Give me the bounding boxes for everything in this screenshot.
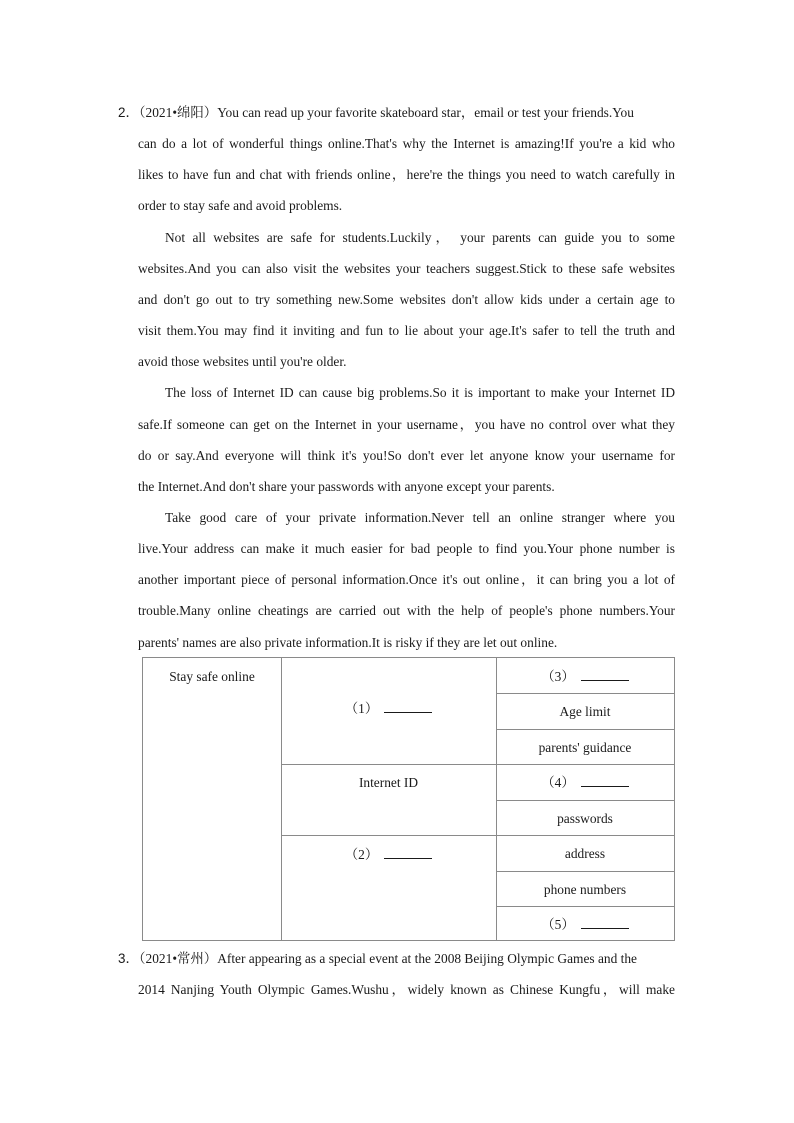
- q2-line-8: visit them.You may find it inviting and fun to lie about your age.It's safer to tell the truth and: [138, 323, 675, 338]
- table-passwords: passwords: [557, 811, 613, 826]
- stay-safe-table: [142, 657, 675, 941]
- blank-2-line: [384, 846, 432, 859]
- table-parents-guidance: parents' guidance: [538, 740, 632, 755]
- q2-line-11: safe.If someone can get on the Internet in your username，you have no control over what they: [138, 417, 675, 432]
- table-phone-numbers: phone numbers: [543, 882, 627, 897]
- table-mid-divider-2: [281, 835, 496, 836]
- q3-line-1: [118, 950, 675, 967]
- table-right-divider-7: [496, 906, 674, 907]
- blank-3-line: [581, 668, 629, 681]
- blank-5-label: （5）: [541, 917, 575, 932]
- q2-line-2: can do a lot of wonderful things online.That's why the Internet is amazing!If you're a kid who: [138, 136, 675, 151]
- table-right-divider-1: [496, 693, 674, 694]
- table-blank-4: [496, 774, 674, 791]
- q2-line-15: live.Your address can make it much easier for bad people to find you.Your phone number is: [138, 541, 675, 556]
- q2-line-6: websites.And you can also visit the websites your teachers suggest.Stick to these safe websites: [138, 261, 675, 276]
- q3-line-2: 2014 Nanjing Youth Olympic Games.Wushu，widely known as Chinese Kungfu，will make: [138, 982, 675, 997]
- blank-2-label: （2）: [344, 847, 379, 862]
- table-title: Stay safe online: [169, 669, 255, 684]
- q2-line-5: Not all websites are safe for students.Luckily， your parents can guide you to some: [165, 230, 675, 245]
- table-internet-id: Internet ID: [358, 775, 419, 790]
- q2-line-16: another important piece of personal information.Once it's out online，it can bring you a lot of: [138, 572, 675, 587]
- q2-text-line-1: You can read up your favorite skateboard star，email or test your friends.You: [217, 105, 634, 120]
- q2-line-4: order to stay safe and avoid problems.: [138, 198, 343, 213]
- blank-1-label: （1）: [344, 701, 379, 716]
- q3-number: 3．: [118, 951, 139, 966]
- blank-1-line: [384, 700, 432, 713]
- table-blank-5: [496, 916, 674, 933]
- table-right-divider-2: [496, 729, 674, 730]
- q2-line-1: [118, 104, 675, 121]
- table-blank-2: [281, 846, 496, 863]
- q2-line-17: trouble.Many online cheatings are carried out with the help of people's phone numbers.Your: [138, 603, 675, 618]
- q2-line-9: avoid those websites until you're older.: [138, 354, 347, 369]
- table-age-limit: Age limit: [559, 704, 611, 719]
- table-address: address: [564, 846, 606, 861]
- q3-text-line-1: After appearing as a special event at the 2008 Beijing Olympic Games and the: [217, 951, 637, 966]
- table-blank-3: [496, 668, 674, 685]
- table-right-divider-5: [496, 835, 674, 836]
- q2-number: 2．: [118, 105, 139, 120]
- q3-source: （2021•常州）: [138, 951, 218, 966]
- table-right-divider-3: [496, 764, 674, 765]
- q2-line-3: likes to have fun and chat with friends online，here're the things you need to watch carefully in: [138, 167, 675, 182]
- q2-line-12: do or say.And everyone will think it's you!So don't ever let anyone know your username for: [138, 448, 675, 463]
- blank-3-label: （3）: [541, 669, 575, 684]
- q2-source: （2021•绵阳）: [138, 105, 218, 120]
- blank-4-line: [581, 774, 629, 787]
- q2-line-18: parents' names are also private information.It is risky if they are let out online.: [138, 635, 558, 650]
- q2-line-14: Take good care of your private information.Never tell an online stranger where you: [165, 510, 675, 525]
- q2-line-10: The loss of Internet ID can cause big problems.So it is important to make your Internet ID: [165, 385, 675, 400]
- table-blank-1: [281, 700, 496, 717]
- q2-line-7: and don't go out to try something new.Some websites don't allow kids under a certain age to: [138, 292, 675, 307]
- blank-4-label: （4）: [541, 775, 575, 790]
- q2-line-13: the Internet.And don't share your passwords with anyone except your parents.: [138, 479, 555, 494]
- table-mid-divider-1: [281, 764, 496, 765]
- blank-5-line: [581, 916, 629, 929]
- table-right-divider-6: [496, 871, 674, 872]
- table-right-divider-4: [496, 800, 674, 801]
